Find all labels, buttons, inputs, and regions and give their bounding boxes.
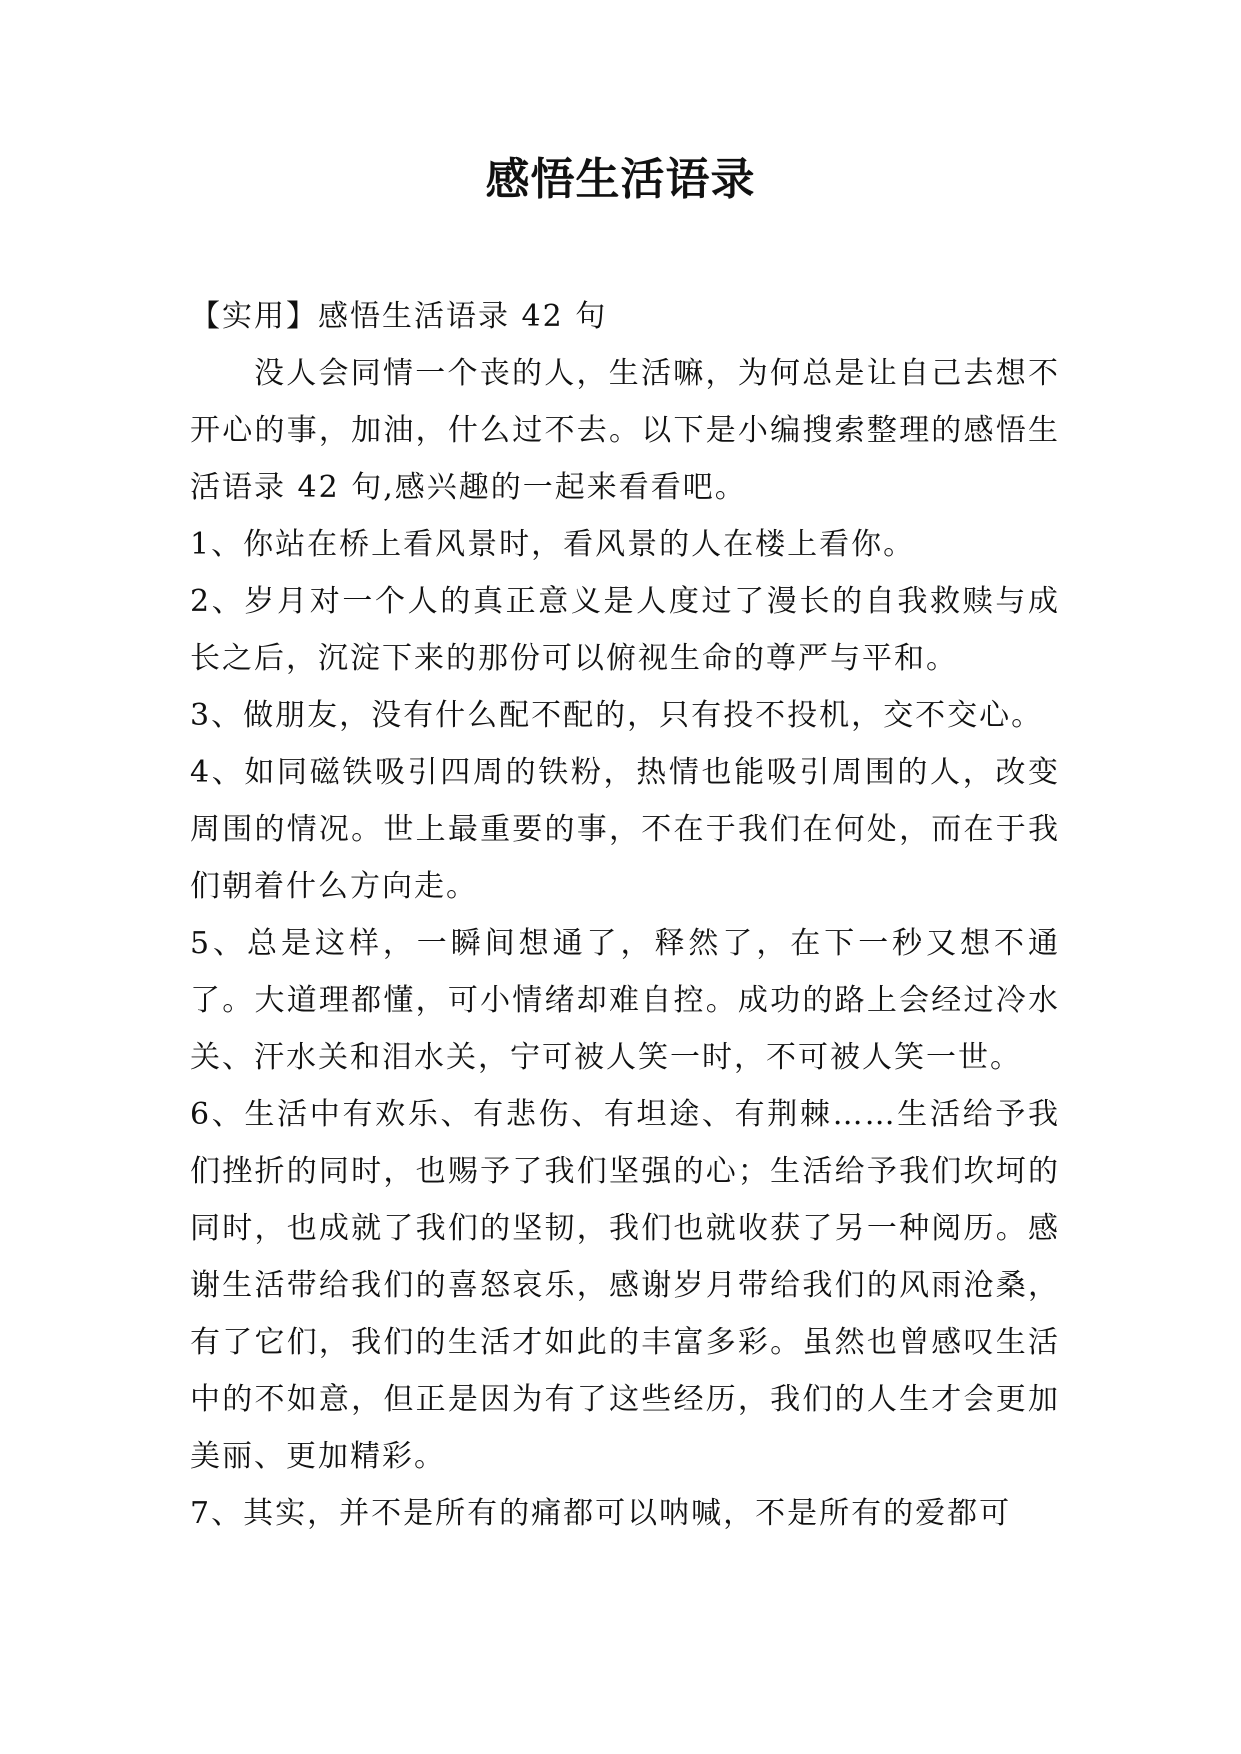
- quote-item-5: 5、总是这样，一瞬间想通了，释然了，在下一秒又想不通了。大道理都懂，可小情绪却难自控。成功的路上会经过冷水关、汗水关和泪水关，宁可被人笑一时，不可被人笑一世。: [190, 926, 1060, 1075]
- quote-item-6: 6、生活中有欢乐、有悲伤、有坦途、有荆棘……生活给予我们挫折的同时，也赐予了我们坚强的心；生活给予我们坎坷的同时，也成就了我们的坚韧，我们也就收获了另一种阅历。感谢生活带给我们的喜怒哀乐，感谢岁月带给我们的风雨沧桑，有了它们，我们的生活才如此的丰富多彩。虽然也曾感叹生活中的不如意，但正是因为有了这些经历，我们的人生才会更加美丽、更加精彩。: [190, 1097, 1060, 1474]
- quote-item-3: 3、做朋友，没有什么配不配的，只有投不投机，交不交心。: [190, 698, 1044, 733]
- intro-paragraph: 没人会同情一个丧的人，生活嘛，为何总是让自己去想不开心的事，加油，什么过不去。以下是小编搜索整理的感悟生活语录 42 句,感兴趣的一起来看看吧。: [190, 356, 1060, 505]
- quote-item-2: 2、岁月对一个人的真正意义是人度过了漫长的自我救赎与成长之后，沉淀下来的那份可以俯视生命的尊严与平和。: [190, 584, 1060, 676]
- quote-item-1: 1、你站在桥上看风景时，看风景的人在楼上看你。: [190, 527, 916, 562]
- quote-item-7: 7、其实，并不是所有的痛都可以呐喊，不是所有的爱都可: [190, 1496, 1012, 1531]
- document-subtitle: 【实用】感悟生活语录 42 句: [190, 299, 608, 334]
- document-body: [190, 288, 1060, 1542]
- quote-item-4: 4、如同磁铁吸引四周的铁粉，热情也能吸引周围的人，改变周围的情况。世上最重要的事，不在于我们在何处，而在于我们朝着什么方向走。: [190, 755, 1060, 904]
- document-title: 感悟生活语录: [485, 154, 756, 205]
